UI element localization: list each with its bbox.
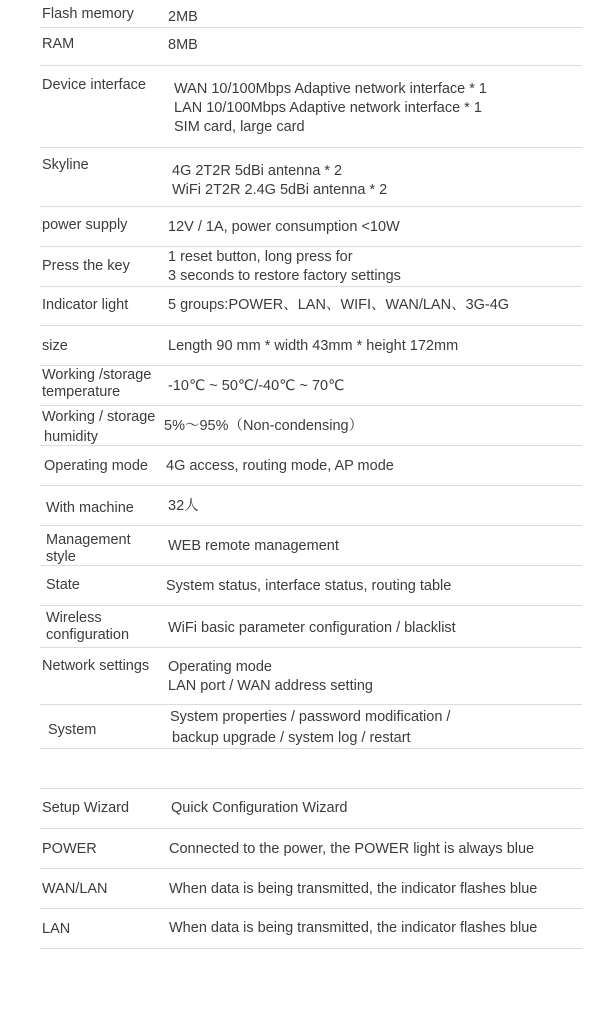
spec-row-power-supply bbox=[40, 207, 582, 247]
spec-row-press-the-key bbox=[40, 247, 582, 287]
spec-row-operating-mode bbox=[40, 446, 582, 486]
spec-value: System properties / password modification / backup upgrade / system log / restart bbox=[170, 709, 451, 746]
spec-label: WAN/LAN bbox=[42, 881, 108, 897]
spec-value: Connected to the power, the POWER light is always blue bbox=[169, 841, 535, 857]
spec-row-flash-memory bbox=[40, 2, 582, 28]
spec-row-device-interface bbox=[40, 66, 582, 148]
spec-label: State bbox=[46, 577, 80, 593]
spec-label: size bbox=[42, 338, 68, 354]
spec-value: When data is being transmitted, the indicator flashes blue bbox=[169, 881, 538, 897]
spec-value: 12V / 1A, power consumption <10W bbox=[168, 219, 400, 235]
spec-label: Skyline bbox=[42, 157, 89, 173]
spec-row-network-settings bbox=[40, 648, 582, 705]
spec-value: 4G 2T2R 5dBi antenna * 2 WiFi 2T2R 2.4G 5dBi antenna * 2 bbox=[172, 163, 388, 198]
spec-value: When data is being transmitted, the indicator flashes blue bbox=[169, 920, 538, 936]
spec-value: Operating mode LAN port / WAN address setting bbox=[168, 659, 373, 694]
spec-value: -10℃ ~ 50℃/-40℃ ~ 70℃ bbox=[168, 378, 345, 394]
spec-row-skyline bbox=[40, 148, 582, 207]
spec-value: 32人 bbox=[168, 498, 199, 514]
spec-label: Network settings bbox=[42, 658, 150, 674]
spec-value: 1 reset button, long press for 3 seconds to restore factory settings bbox=[168, 249, 401, 284]
spec-value: 5 groups:POWER、LAN、WIFI、WAN/LAN、3G-4G bbox=[168, 297, 510, 313]
spec-value: Length 90 mm * width 43mm * height 172mm bbox=[168, 338, 459, 354]
spec-value: WiFi basic parameter configuration / blacklist bbox=[168, 620, 456, 636]
spec-label: Working /storage temperature bbox=[42, 367, 152, 400]
spec-label: System bbox=[48, 722, 97, 738]
spec-value: 5%～95%（Non-condensing） bbox=[164, 418, 364, 434]
spec-label: power supply bbox=[42, 217, 128, 233]
spec-label: Operating mode bbox=[44, 458, 148, 474]
spec-row-humidity bbox=[40, 406, 582, 446]
spec-value: WAN 10/100Mbps Adaptive network interface * 1 LAN 10/100Mbps Adaptive network interface * 1 SIM card, large card bbox=[174, 81, 487, 135]
spec-label: Wireless configuration bbox=[46, 610, 130, 643]
spec-row-power bbox=[40, 829, 582, 869]
section-divider bbox=[40, 749, 582, 789]
spec-row-wan-lan bbox=[40, 869, 582, 909]
spec-row-system bbox=[40, 705, 582, 749]
spec-value: Quick Configuration Wizard bbox=[171, 800, 348, 816]
spec-label: Flash memory bbox=[42, 6, 134, 22]
spec-label: Working / storage humidity bbox=[42, 409, 156, 445]
spec-row-management-style bbox=[40, 526, 582, 566]
spec-label: POWER bbox=[42, 841, 97, 857]
spec-row-size bbox=[40, 326, 582, 366]
spec-value: 8MB bbox=[168, 37, 198, 53]
spec-label: With machine bbox=[46, 500, 134, 516]
spec-value: 2MB bbox=[168, 9, 198, 25]
spec-row-state bbox=[40, 566, 582, 606]
spec-row-with-machine bbox=[40, 486, 582, 526]
spec-row-temperature bbox=[40, 366, 582, 406]
spec-label: Device interface bbox=[42, 77, 146, 93]
spec-label: LAN bbox=[42, 921, 71, 937]
spec-label: Management style bbox=[46, 532, 131, 565]
spec-row-indicator-light bbox=[40, 287, 582, 326]
spec-value: 4G access, routing mode, AP mode bbox=[166, 458, 394, 474]
spec-row-setup-wizard bbox=[40, 789, 582, 829]
spec-row-ram bbox=[40, 28, 582, 66]
spec-row-lan bbox=[40, 909, 582, 949]
spec-label: Setup Wizard bbox=[42, 800, 130, 816]
spec-row-wireless-configuration bbox=[40, 606, 582, 648]
spec-label: Indicator light bbox=[42, 297, 129, 313]
spec-label: Press the key bbox=[42, 258, 130, 274]
spec-value: WEB remote management bbox=[168, 538, 339, 554]
spec-value: System status, interface status, routing table bbox=[166, 578, 452, 594]
spec-label: RAM bbox=[42, 36, 75, 52]
